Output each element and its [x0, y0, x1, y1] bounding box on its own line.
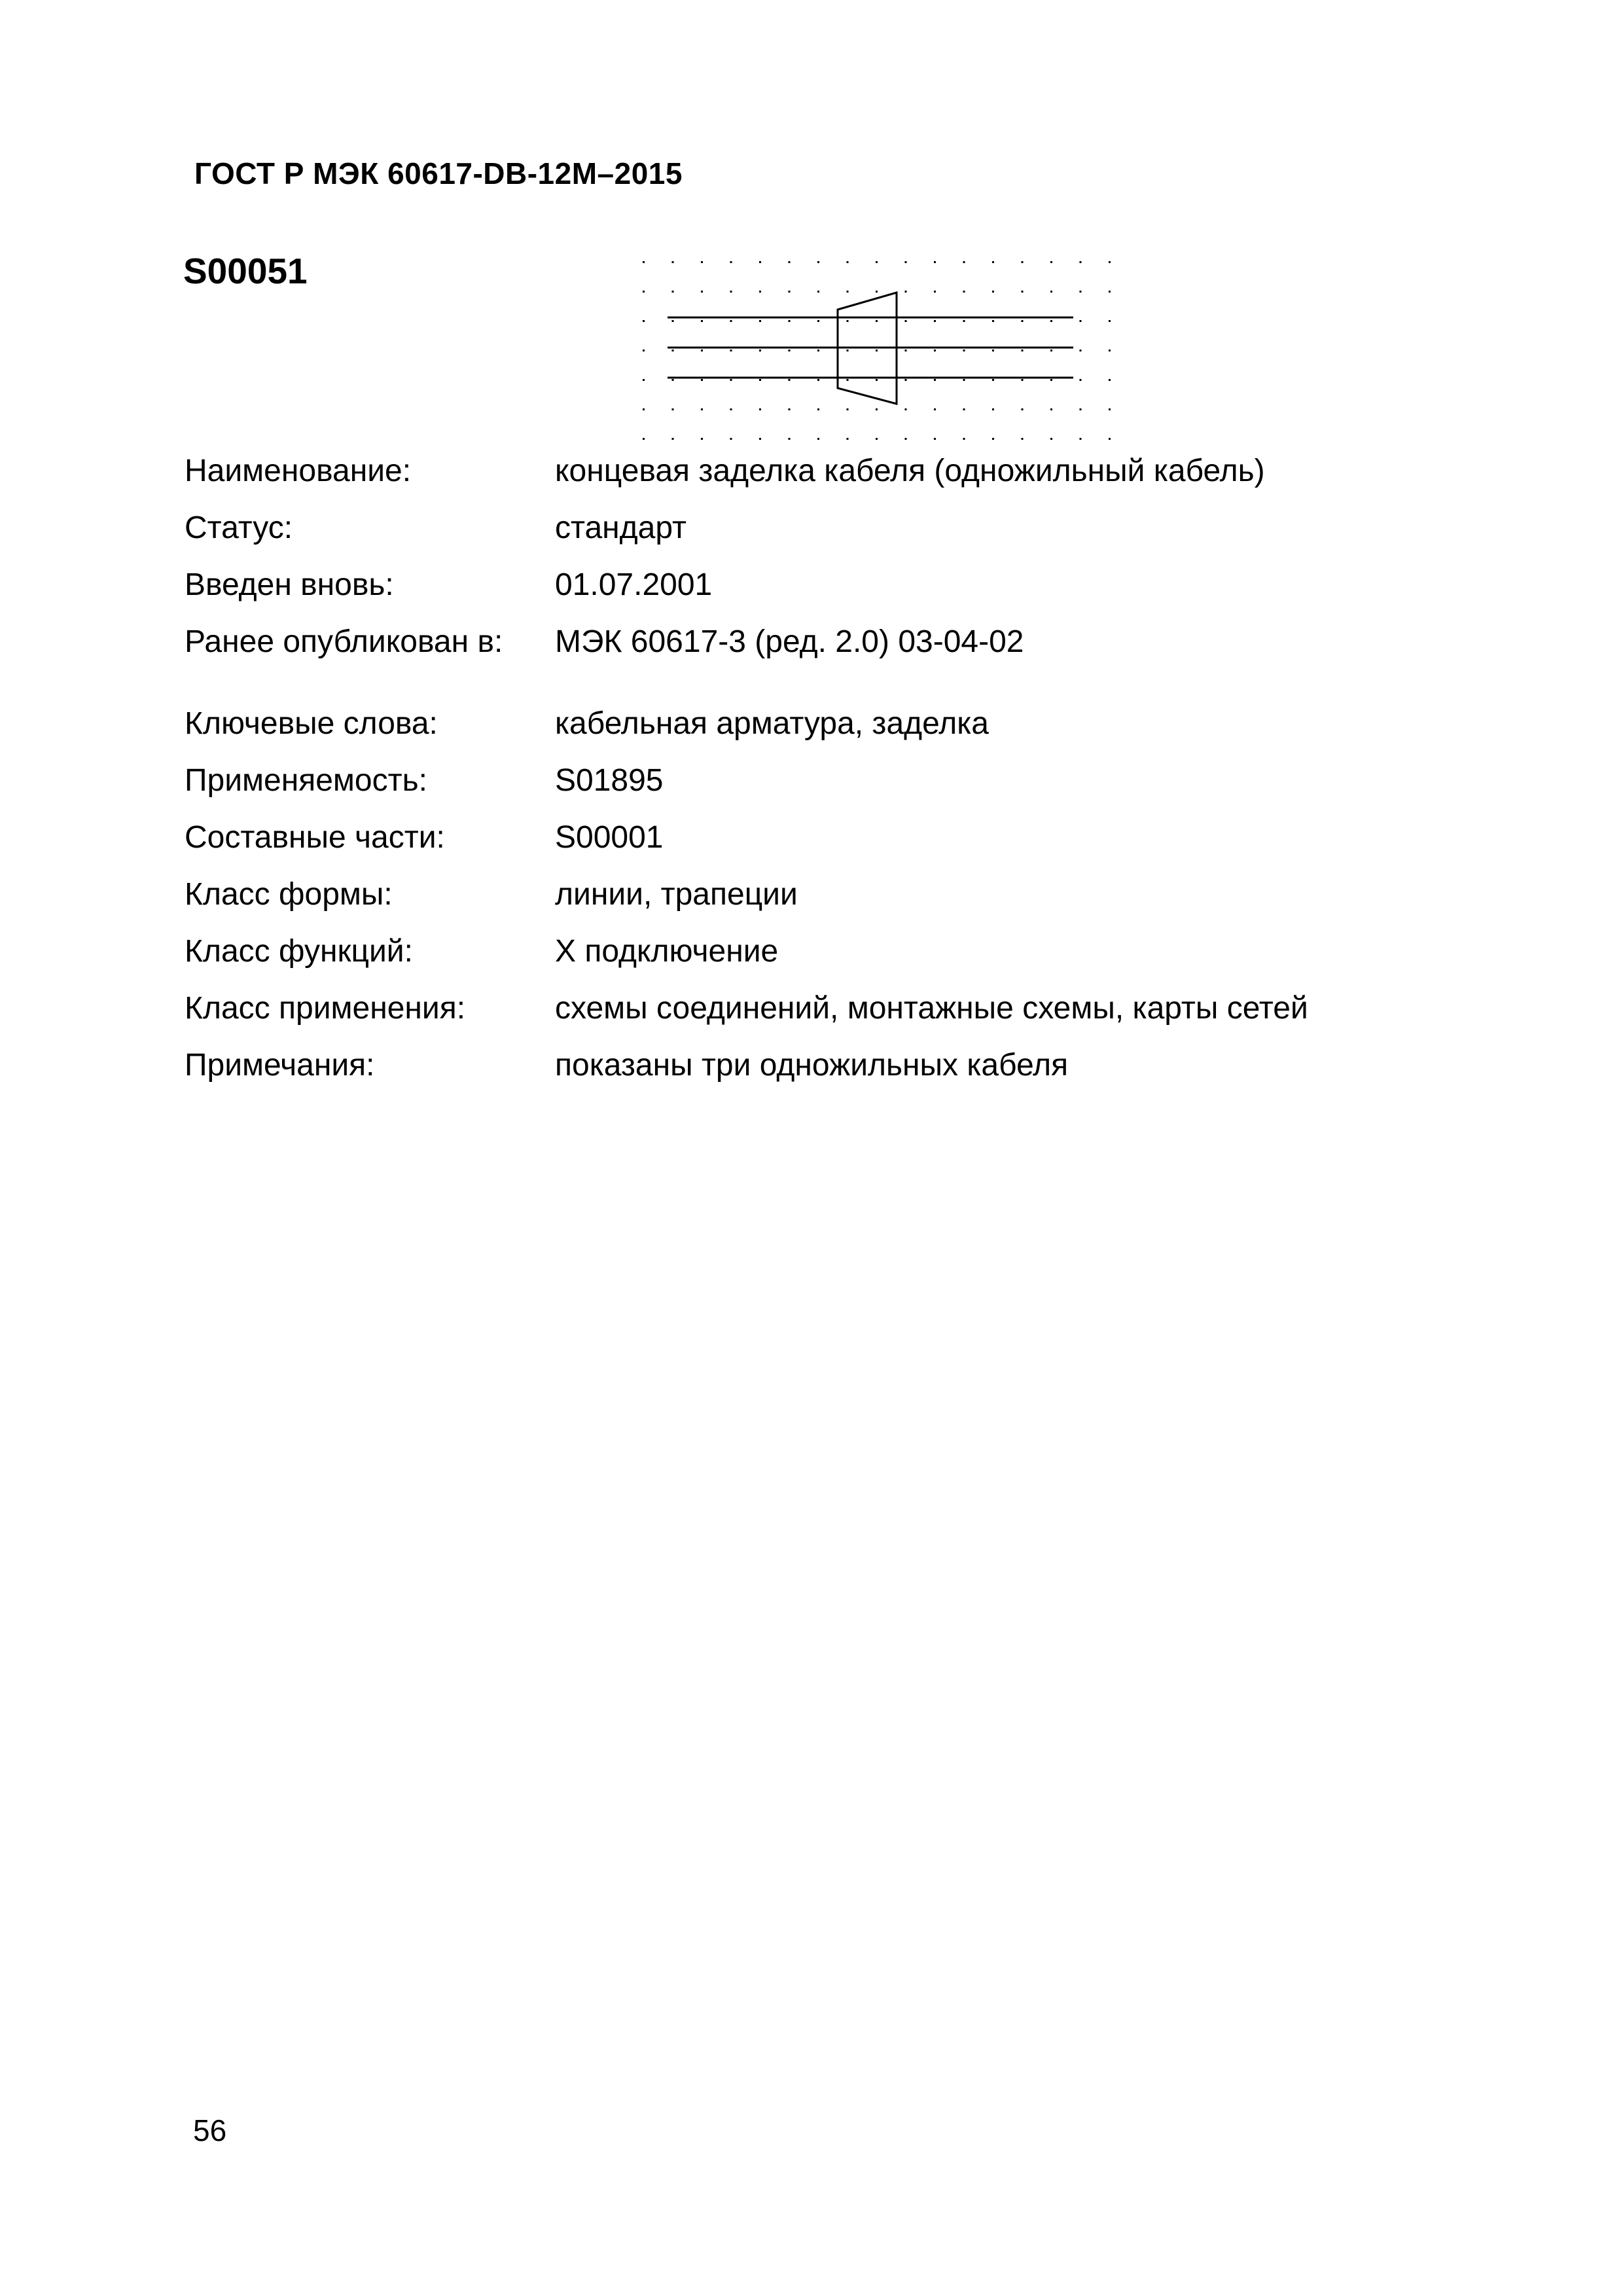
grid-dot — [905, 291, 907, 293]
property-row — [185, 809, 1308, 866]
grid-dot — [992, 291, 994, 293]
grid-dot — [789, 379, 791, 381]
property-row — [185, 752, 1308, 809]
grid-dot — [817, 408, 819, 410]
grid-dot — [672, 379, 674, 381]
grid-dot — [730, 379, 732, 381]
grid-dot — [934, 438, 936, 440]
property-row — [185, 556, 1308, 613]
property-value: линии, трапеции — [555, 877, 798, 912]
property-label: Класс формы: — [185, 877, 393, 912]
grid-dot — [1022, 379, 1024, 381]
grid-dot — [1022, 408, 1024, 410]
grid-dot — [672, 291, 674, 293]
grid-dot — [992, 350, 994, 351]
grid-dot — [905, 261, 907, 263]
property-label: Статус: — [185, 511, 293, 545]
grid-dot — [1022, 350, 1024, 351]
grid-dot — [759, 438, 761, 440]
grid-dot — [905, 438, 907, 440]
grid-dot — [963, 379, 965, 381]
grid-dot — [934, 320, 936, 322]
property-row — [185, 923, 1308, 980]
grid-dot — [847, 379, 849, 381]
grid-dot — [992, 320, 994, 322]
grid-dot — [817, 261, 819, 263]
grid-dot — [730, 350, 732, 351]
grid-dot — [643, 320, 645, 322]
grid-dot — [963, 291, 965, 293]
grid-dot — [963, 408, 965, 410]
property-row — [185, 1037, 1308, 1094]
grid-dot — [1050, 438, 1052, 440]
grid-dot — [963, 350, 965, 351]
property-value: S01895 — [555, 763, 664, 798]
grid-dot — [643, 291, 645, 293]
grid-dot — [934, 261, 936, 263]
grid-dot — [992, 438, 994, 440]
grid-dot — [730, 408, 732, 410]
property-label: Ранее опубликован в: — [185, 624, 503, 659]
grid-dot — [1022, 438, 1024, 440]
grid-dot — [1080, 261, 1082, 263]
grid-dot — [934, 291, 936, 293]
symbol-code: S00051 — [183, 251, 308, 291]
property-row — [185, 613, 1308, 670]
grid-dot — [876, 261, 878, 263]
grid-dot — [730, 438, 732, 440]
grid-dot — [701, 261, 703, 263]
grid-dot — [876, 379, 878, 381]
grid-dot — [876, 438, 878, 440]
grid-dot — [817, 379, 819, 381]
grid-dot — [701, 350, 703, 351]
grid-dot — [701, 291, 703, 293]
property-row — [185, 499, 1308, 556]
grid-dot — [876, 408, 878, 410]
grid-dot — [817, 320, 819, 322]
grid-dot — [701, 438, 703, 440]
grid-dot — [1080, 379, 1082, 381]
grid-dot — [643, 350, 645, 351]
grid-dot — [1022, 291, 1024, 293]
property-value: кабельная арматура, заделка — [555, 706, 989, 741]
grid-dot — [847, 291, 849, 293]
grid-dot — [1022, 320, 1024, 322]
grid-dot — [789, 350, 791, 351]
grid-dot — [876, 350, 878, 351]
property-value: МЭК 60617-3 (ред. 2.0) 03-04-02 — [555, 624, 1024, 659]
grid-dot — [643, 379, 645, 381]
grid-dot — [730, 320, 732, 322]
grid-dot — [963, 261, 965, 263]
property-label: Составные части: — [185, 820, 445, 855]
grid-dot — [789, 320, 791, 322]
grid-dot — [643, 408, 645, 410]
grid-dot — [672, 261, 674, 263]
property-value: 01.07.2001 — [555, 567, 713, 602]
grid-dot — [730, 291, 732, 293]
grid-dot — [789, 408, 791, 410]
property-value: X подключение — [555, 934, 779, 969]
cable-sealing-end-symbol-figure — [635, 252, 1119, 448]
grid-dot — [934, 350, 936, 351]
grid-dot — [759, 291, 761, 293]
grid-dot — [817, 291, 819, 293]
grid-dot — [672, 350, 674, 351]
grid-dot — [905, 408, 907, 410]
grid-dot — [759, 379, 761, 381]
grid-dot — [1109, 408, 1111, 410]
grid-dot — [1050, 261, 1052, 263]
grid-dot — [934, 379, 936, 381]
grid-dot — [905, 350, 907, 351]
grid-dot — [701, 320, 703, 322]
grid-dot — [759, 261, 761, 263]
grid-dot — [847, 320, 849, 322]
grid-dot — [905, 320, 907, 322]
grid-dot — [730, 261, 732, 263]
property-row — [185, 980, 1308, 1037]
grid-dot — [905, 379, 907, 381]
grid-dot — [759, 408, 761, 410]
property-value: S00001 — [555, 820, 664, 855]
grid-dot — [672, 320, 674, 322]
grid-dot — [992, 379, 994, 381]
grid-dot — [817, 350, 819, 351]
grid-dot — [847, 261, 849, 263]
grid-dot — [1080, 438, 1082, 440]
property-value: показаны три одножильных кабеля — [555, 1048, 1069, 1083]
symbol-properties — [185, 442, 1308, 1094]
grid-dot — [1109, 350, 1111, 351]
grid-dot — [934, 408, 936, 410]
grid-dot — [1080, 350, 1082, 351]
property-label: Применяемость: — [185, 763, 427, 798]
grid-dot — [963, 438, 965, 440]
grid-dot — [789, 261, 791, 263]
cable-lines — [668, 317, 1073, 378]
grid-dot — [1050, 379, 1052, 381]
grid-dot — [789, 291, 791, 293]
grid-dot — [876, 291, 878, 293]
grid-dot — [992, 261, 994, 263]
grid-dot — [1080, 291, 1082, 293]
property-row — [185, 442, 1308, 499]
grid-dot — [1050, 408, 1052, 410]
grid-dot — [1050, 350, 1052, 351]
grid-dot — [701, 408, 703, 410]
grid-dot — [1080, 320, 1082, 322]
grid-dot — [643, 261, 645, 263]
grid-dot — [992, 408, 994, 410]
grid-dot — [847, 438, 849, 440]
grid-dot — [847, 350, 849, 351]
grid-dot — [963, 320, 965, 322]
grid-dot — [1022, 261, 1024, 263]
property-label: Введен вновь: — [185, 567, 394, 602]
grid-dot — [1050, 291, 1052, 293]
grid-dot — [847, 408, 849, 410]
grid-dot — [1109, 320, 1111, 322]
property-label: Класс применения: — [185, 991, 466, 1026]
property-row — [185, 866, 1308, 923]
grid-dot — [672, 438, 674, 440]
grid-dot — [789, 438, 791, 440]
grid-dot — [1050, 320, 1052, 322]
grid-dot — [817, 438, 819, 440]
grid-dot — [1109, 438, 1111, 440]
page-number: 56 — [193, 2113, 227, 2147]
document-header: ГОСТ Р МЭК 60617-DB-12M–2015 — [194, 156, 683, 190]
grid-dot — [1080, 408, 1082, 410]
grid-dot — [759, 350, 761, 351]
grid-dot — [672, 408, 674, 410]
property-value: схемы соединений, монтажные схемы, карты сетей — [555, 991, 1308, 1026]
grid-dot — [759, 320, 761, 322]
property-label: Ключевые слова: — [185, 706, 438, 741]
grid-dot — [701, 379, 703, 381]
grid-dot — [1109, 379, 1111, 381]
grid-dot — [1109, 261, 1111, 263]
property-label: Наименование: — [185, 454, 412, 488]
grid-dot — [643, 438, 645, 440]
property-value: стандарт — [555, 511, 687, 545]
property-label: Примечания: — [185, 1048, 375, 1083]
grid-dot — [1109, 291, 1111, 293]
grid-dot — [876, 320, 878, 322]
property-value: концевая заделка кабеля (одножильный кабель) — [555, 454, 1265, 488]
property-label: Класс функций: — [185, 934, 413, 969]
dot-grid — [643, 261, 1111, 440]
property-row — [185, 695, 1308, 752]
